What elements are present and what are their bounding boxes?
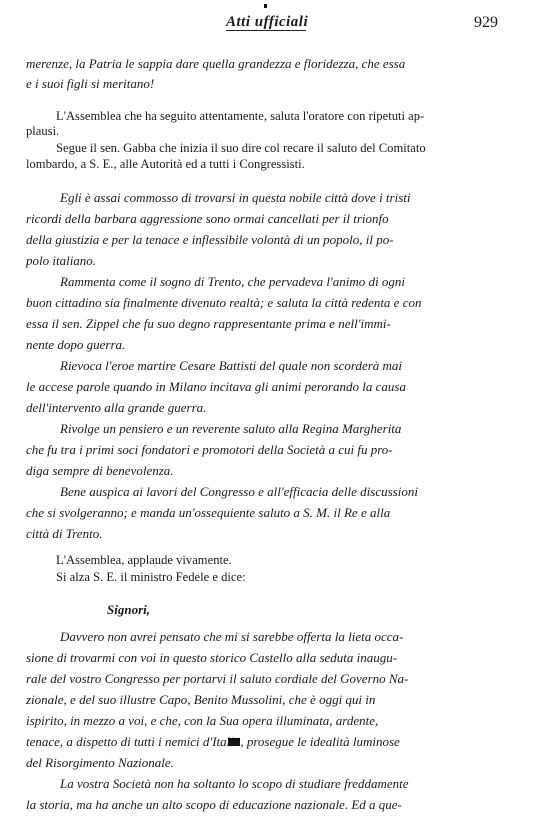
text-line: della giustizia e per la tenace e inflessibile volontà di un popolo, il po-	[26, 232, 394, 247]
speech-salutation: Signori,	[107, 602, 150, 617]
text-line: Bene auspica ai lavori del Congresso e all'efficacia delle discussioni	[60, 484, 418, 499]
text-line: nente dopo guerra.	[26, 337, 126, 352]
text-line: polo italiano.	[26, 253, 97, 268]
text-line: Rievoca l'eroe martire Cesare Battisti del quale non scorderà mai	[60, 358, 403, 373]
text-line: ispirito, in mezzo a voi, e che, con la Sua opera illuminata, ardente,	[26, 713, 379, 728]
text-line: del Risorgimento Nazionale.	[26, 755, 174, 770]
text-line: Rammenta come il sogno di Trento, che pervadeva l'animo di ogni	[60, 274, 405, 289]
text-line: lombardo, a S. E., alle Autorità ed a tutti i Congressisti.	[26, 157, 305, 171]
text-line: la storia, ma ha anche un alto scopo di educazione nazionale. Ed a que-	[26, 797, 402, 812]
text-line: La vostra Società non ha soltanto lo scopo di studiare freddamente	[60, 776, 409, 791]
text-line: Egli è assai commosso di trovarsi in questa nobile città dove i tristi	[60, 190, 411, 205]
text-line: plausi.	[26, 124, 60, 138]
text-line: L'Assemblea, applaude vivamente.	[56, 553, 232, 567]
ink-mark	[264, 4, 267, 8]
text-line: e i suoi figli si meritano!	[26, 76, 155, 91]
text-line: Davvero non avrei pensato che mi si sarebbe offerta la lieta occa-	[60, 629, 404, 644]
text-line: città di Trento.	[26, 526, 103, 541]
text-line: ricordi della barbara aggressione sono ormai cancellati per il trionfo	[26, 211, 389, 226]
text-line: diga sempre di benevolenza.	[26, 463, 174, 478]
text-line: dell'intervento alla grande guerra.	[26, 400, 207, 415]
header-rule	[226, 30, 306, 31]
text-line: Si alza S. E. il ministro Fedele e dice:	[56, 570, 246, 584]
text-line: Segue il sen. Gabba che inizia il suo dire col recare il saluto del Comitato	[56, 141, 426, 155]
text-line: sione di trovarmi con voi in questo storico Castello alla seduta inaugu-	[26, 650, 398, 665]
text-line: merenze, la Patria le sappia dare quella grandezza e floridezza, che essa	[26, 56, 406, 71]
text-line: essa il sen. Zippel che fu suo degno rappresentante prima e nell'immi-	[26, 316, 391, 331]
text-line: zionale, e del suo illustre Capo, Benito Mussolini, che è oggi qui in	[26, 692, 376, 707]
text-line: buon cittadino sia finalmente divenuto realtà; e saluta la città redenta e con	[26, 295, 422, 310]
text-line: tenace, a dispetto di tutti i nemici d'Italia, prosegue le idealità luminose	[26, 734, 400, 749]
page-number: 929	[474, 14, 498, 31]
text-line: che si svolgeranno; e manda un'ossequiente saluto a S. M. il Re e alla	[26, 505, 391, 520]
text-line: rale del vostro Congresso per portarvi il saluto cordiale del Governo Na-	[26, 671, 409, 686]
text-line: L'Assemblea che ha seguito attentamente, saluta l'oratore con ripetuti ap-	[56, 109, 425, 123]
text-line: che fu tra i primi soci fondatori e promotori della Società a cui fu pro-	[26, 442, 393, 457]
text-line: Rivolge un pensiero e un reverente saluto alla Regina Margherita	[60, 421, 402, 436]
text-line: le accese parole quando in Milano incitava gli animi perorando la causa	[26, 379, 406, 394]
running-header-title: Atti ufficiali	[226, 14, 309, 30]
